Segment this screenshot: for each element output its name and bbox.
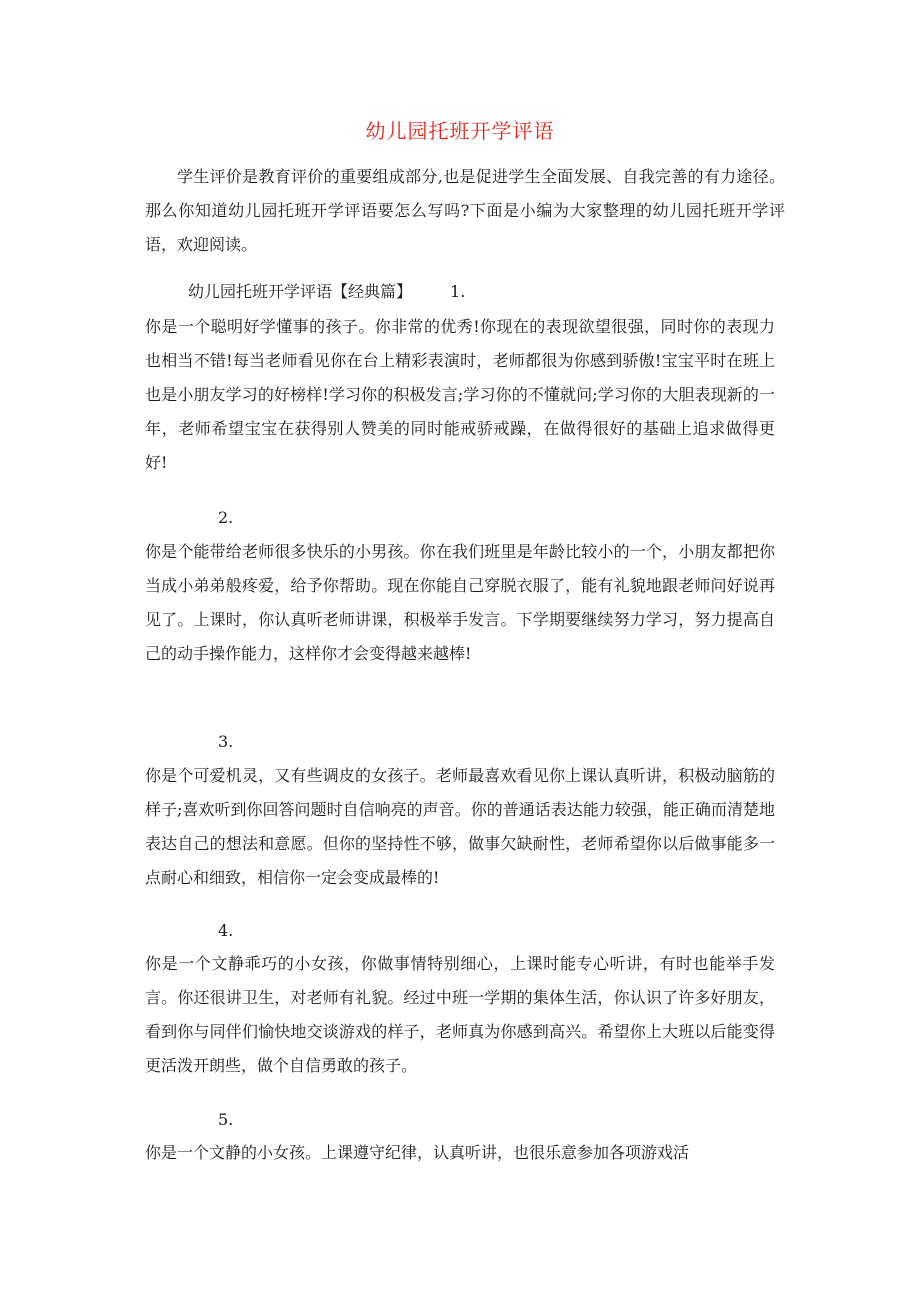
item-number-3: 3. — [218, 732, 234, 751]
comment-paragraph-1: 你是一个聪明好学懂事的孩子。你非常的优秀!你现在的表现欲望很强，同时你的表现力也相当不错!每当老师看见你在台上精彩表演时，老师都很为你感到骄傲!宝宝平时在班上也是小朋友学习的好榜样!学习你的积极发言;学习你的不懂就问;学习你的大胆表现新的一年，老师希望宝宝在获得别人赞美的同时能戒骄戒躁，在做得很好的基础上追求做得更好! — [145, 317, 775, 472]
item-number-2: 2. — [218, 508, 234, 527]
intro-paragraph: 学生评价是教育评价的重要组成部分,也是促进学生全面发展、自我完善的有力途径。那么你知道幼儿园托班开学评语要怎么写吗?下面是小编为大家整理的幼儿园托班开学评语，欢迎阅读。 — [145, 167, 785, 254]
item-number-4: 4. — [218, 921, 234, 940]
comment-paragraph-4: 你是一个文静乖巧的小女孩，你做事情特别细心，上课时能专心听讲，有时也能举手发言。你还很讲卫生，对老师有礼貌。经过中班一学期的集体生活，你认识了许多好朋友，看到你与同伴们愉快地交谈游戏的样子，老师真为你感到高兴。希望你上大班以后能变得更活泼开朗些，做个自信勇敢的孩子。 — [145, 954, 775, 1075]
section-heading-label: 幼儿园托班开学评语【经典篇】 — [188, 282, 413, 301]
document-title: 幼儿园托班开学评语 — [365, 119, 555, 143]
item-number-5: 5. — [218, 1110, 234, 1129]
item-number-1: 1. — [450, 282, 466, 301]
comment-paragraph-3: 你是个可爱机灵，又有些调皮的女孩子。老师最喜欢看见你上课认真听讲，积极动脑筋的样子;喜欢听到你回答问题时自信响亮的声音。你的普通话表达能力较强，能正确而清楚地表达自己的想法和意愿。但你的坚持性不够，做事欠缺耐性，老师希望你以后做事能多一点耐心和细致，相信你一定会变成最棒的! — [145, 766, 775, 887]
section-heading — [188, 278, 465, 306]
comment-paragraph-5: 你是一个文静的小女孩。上课遵守纪律，认真听讲，也很乐意参加各项游戏活 — [145, 1143, 690, 1162]
comment-paragraph-2: 你是个能带给老师很多快乐的小男孩。你在我们班里是年龄比较小的一个，小朋友都把你当成小弟弟般疼爱，给予你帮助。现在你能自己穿脱衣服了，能有礼貌地跟老师问好说再见了。上课时，你认真听老师讲课，积极举手发言。下学期要继续努力学习，努力提高自己的动手操作能力，这样你才会变得越来越棒! — [145, 542, 775, 663]
